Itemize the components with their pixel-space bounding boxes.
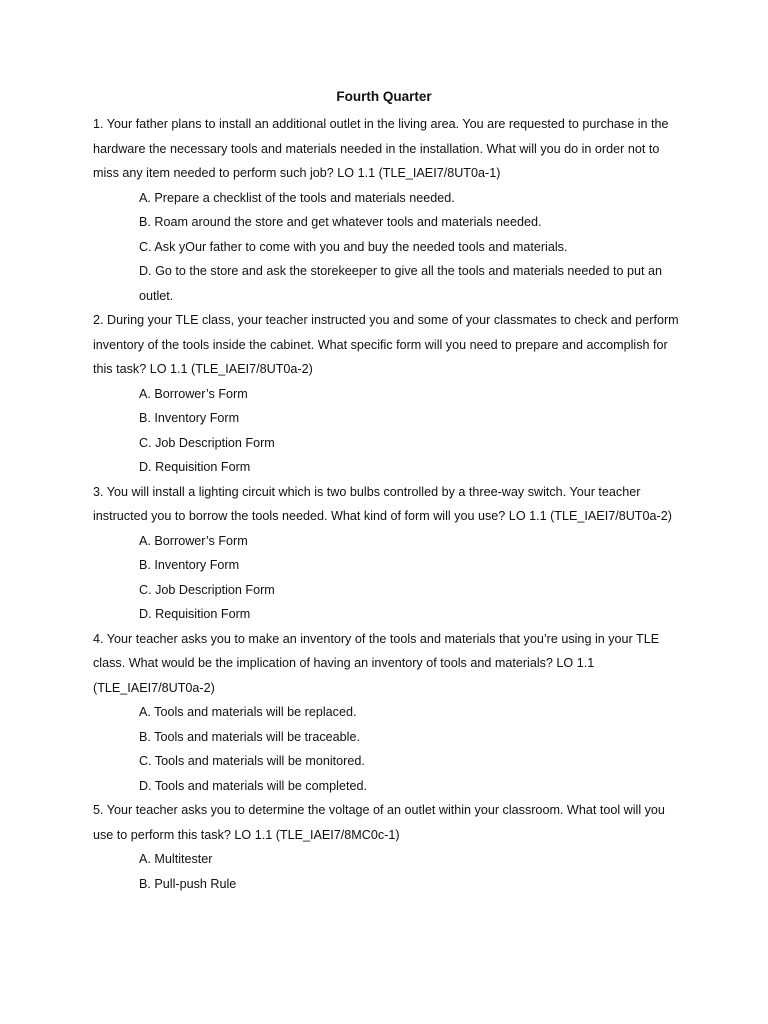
- question-4-choice-a: A. Tools and materials will be replaced.: [139, 705, 357, 719]
- question-2-choice-c: C. Job Description Form: [139, 435, 275, 450]
- question-5: [93, 798, 683, 896]
- question-3-choice-d: D. Requisition Form: [139, 607, 251, 621]
- question-2: [93, 308, 683, 480]
- question-4-choice-c: C. Tools and materials will be monitored.: [139, 754, 365, 768]
- question-5-text: 5. Your teacher asks you to determine the voltage of an outlet within your classroom. What tool will you use to perform this task? LO 1.1 (TLE_IAEI7/8MC0c-1): [93, 803, 665, 842]
- question-5-choice-b: B. Pull-push Rule: [139, 876, 237, 891]
- question-2-text: 2. During your TLE class, your teacher instructed you and some of your classmates to check and perform inventory of the tools inside the cabinet. What specific form will you need to prepare and accomplish for this task? LO 1.1 (TLE_IAEI7/8UT0a-2): [93, 313, 679, 376]
- question-1-text: 1. Your father plans to install an additional outlet in the living area. You are requested to purchase in the hardware the necessary tools and materials needed in the installation. What will you do in order not to miss any item needed to perform such job? LO 1.1 (TLE_IAEI7/8UT0a-1): [93, 117, 669, 180]
- question-3-choice-b: B. Inventory Form: [139, 558, 240, 572]
- question-1-choice-b: B. Roam around the store and get whatever tools and materials needed.: [139, 215, 542, 229]
- page-title: Fourth Quarter: [336, 89, 432, 104]
- question-1-choice-d: D. Go to the store and ask the storekeeper to give all the tools and materials needed to put an outlet.: [139, 264, 662, 303]
- question-1-choice-c: C. Ask yOur father to come with you and buy the needed tools and materials.: [139, 239, 568, 254]
- question-2-choice-a: A. Borrower’s Form: [139, 386, 248, 401]
- question-4-choice-d: D. Tools and materials will be completed.: [139, 778, 367, 793]
- question-5-choice-a: A. Multitester: [139, 852, 213, 866]
- question-1: [93, 112, 683, 308]
- question-1-choice-a: A. Prepare a checklist of the tools and materials needed.: [139, 190, 455, 205]
- question-2-choice-b: B. Inventory Form: [139, 411, 240, 425]
- question-3-choice-c: C. Job Description Form: [139, 582, 275, 597]
- question-4-text: 4. Your teacher asks you to make an inventory of the tools and materials that you’re using in your TLE class. What would be the implication of having an inventory of tools and materials? LO 1.1 (TLE_IAEI7/8UT0a-2): [93, 631, 660, 695]
- question-list: [93, 112, 683, 896]
- question-3-choice-a: A. Borrower’s Form: [139, 533, 248, 548]
- question-4-choice-b: B. Tools and materials will be traceable.: [139, 729, 360, 744]
- question-3-text: 3. You will install a lighting circuit which is two bulbs controlled by a three-way switch. Your teacher instructed you to borrow the tools needed. What kind of form will you use? LO 1.1 (TLE_IAEI7/8UT0a-2): [93, 484, 672, 523]
- question-3: [93, 480, 683, 627]
- question-4: [93, 627, 683, 799]
- question-2-choice-d: D. Requisition Form: [139, 460, 251, 474]
